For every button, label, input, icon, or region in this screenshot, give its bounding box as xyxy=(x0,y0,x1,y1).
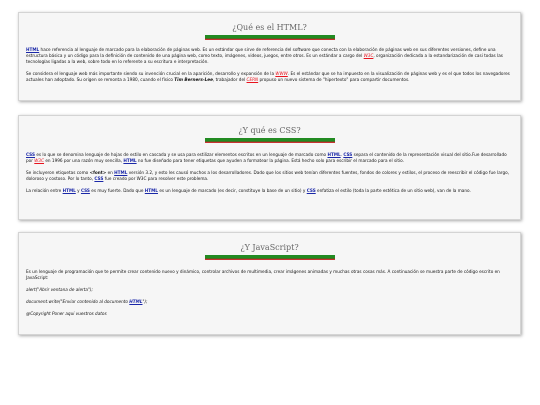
css-link[interactable]: CSS xyxy=(343,152,353,157)
html-link[interactable]: HTML xyxy=(123,158,137,163)
w3c-link[interactable]: W3C xyxy=(34,158,45,163)
section-css-divider xyxy=(205,138,335,142)
section-js-divider xyxy=(205,255,335,259)
section-css-paragraph-3: La relación entre HTML y CSS es muy fuerte. Dado que HTML es un lenguaje de marcado (es decir, constituye la base de un sitio) y CSS enfatiza el estilo (toda la parte estética de un sitio web), van de la mano. xyxy=(26,188,471,193)
html-link[interactable]: HTML xyxy=(144,188,158,193)
section-html-paragraph-1: HTML hace referencia al lenguaje de marcado para la elaboración de páginas web. Es un estándar que sirve de referencia del software que conecta con la elaboración de páginas web en sus diferentes versiones, define una estructura básica y un código para la definición de contenido de una página web, como texto, imágenes, videos, juegos, entre otros. Es un estándar a cargo del W3C, organización dedicada a la estandarización de casi todas las tecnologías ligadas a la web, sobre todo en lo referente a su escritura e interpretación. xyxy=(26,47,503,64)
section-css-card xyxy=(18,115,521,220)
w3c-link[interactable]: W3C xyxy=(363,53,374,58)
section-html-paragraph-2: Se considera el lenguaje web más importante siendo su invención crucial en la aparición, desarrollo y expansión de la WWW. Es el estándar que se ha impuesto en la visualización de páginas web y es el que todos los navegadores actuales han adoptado. Su origen se remonta a 1980, cuando el físico Tim Berners-Lee, trabajador del CERN propuso un nuevo sistema de "hipertexto" para compartir documentos. xyxy=(26,71,510,82)
section-css-title: ¿Y qué es CSS? xyxy=(238,126,301,135)
section-html-title: ¿Qué es el HTML? xyxy=(232,23,307,32)
section-html-divider xyxy=(205,35,335,39)
section-js-card xyxy=(18,232,521,335)
css-link[interactable]: CSS xyxy=(26,152,35,157)
cern-link[interactable]: CERN xyxy=(246,77,259,82)
section-html-card xyxy=(18,12,521,101)
section-css-paragraph-2: Se incluyeron etiquetas como <font> en HTML versión 3.2, y esto les causó muchos a los desarrolladores. Dado que los sitios web tenían diferentes fuentes, fondos de colores y estilos, el proceso de reescribir el código fue largo, doloroso y costoso. Por lo tanto, CSS fue creado por W3C para resolver este problema. xyxy=(26,170,509,181)
code-alert: alert("Abrir ventana de alerta"); xyxy=(26,287,93,292)
html-link[interactable]: HTML xyxy=(62,188,76,193)
html-link[interactable]: HTML xyxy=(129,299,143,304)
section-css-paragraph-1: CSS es lo que se denomina lenguaje de hojas de estilo en cascada y se usa para estilizar elementos escritos en un lenguaje de marcado como HTML. CSS separa el contenido de la representación visual del sitio.Fue desarrollado por W3C en 1996 por una razón muy sencilla, HTML no fue diseñado para tener etiquetas que ayuden a formatear la página. Está hecho solo para escribir el marcado para el sitio. xyxy=(26,152,507,163)
code-document-write: document.write("Enviar contenido al documento HTML"); xyxy=(26,299,148,304)
font-tag: <font> xyxy=(89,170,107,175)
www-link[interactable]: WWW xyxy=(275,71,288,76)
css-link[interactable]: CSS xyxy=(80,188,90,193)
css-link[interactable]: CSS xyxy=(306,188,316,193)
author-name: Tim Berners-Lee xyxy=(174,77,213,82)
section-js-title: ¿Y JavaScript? xyxy=(240,243,299,252)
html-link[interactable]: HTML xyxy=(327,152,341,157)
html-link[interactable]: HTML xyxy=(26,47,40,52)
copyright-text: @Copyright Poner aqui vuestros datos xyxy=(26,311,107,316)
section-js-paragraph-1: Es un lenguaje de programación que te permite crear contenido nuevo y dinámico, controlar archivos de multimedia, crear imágenes animadas y muchas otras cosas más. A continuación se muestra parte de código escrito en JavaScript: xyxy=(26,269,500,280)
html-link[interactable]: HTML xyxy=(114,170,128,175)
css-link[interactable]: CSS xyxy=(94,176,104,181)
